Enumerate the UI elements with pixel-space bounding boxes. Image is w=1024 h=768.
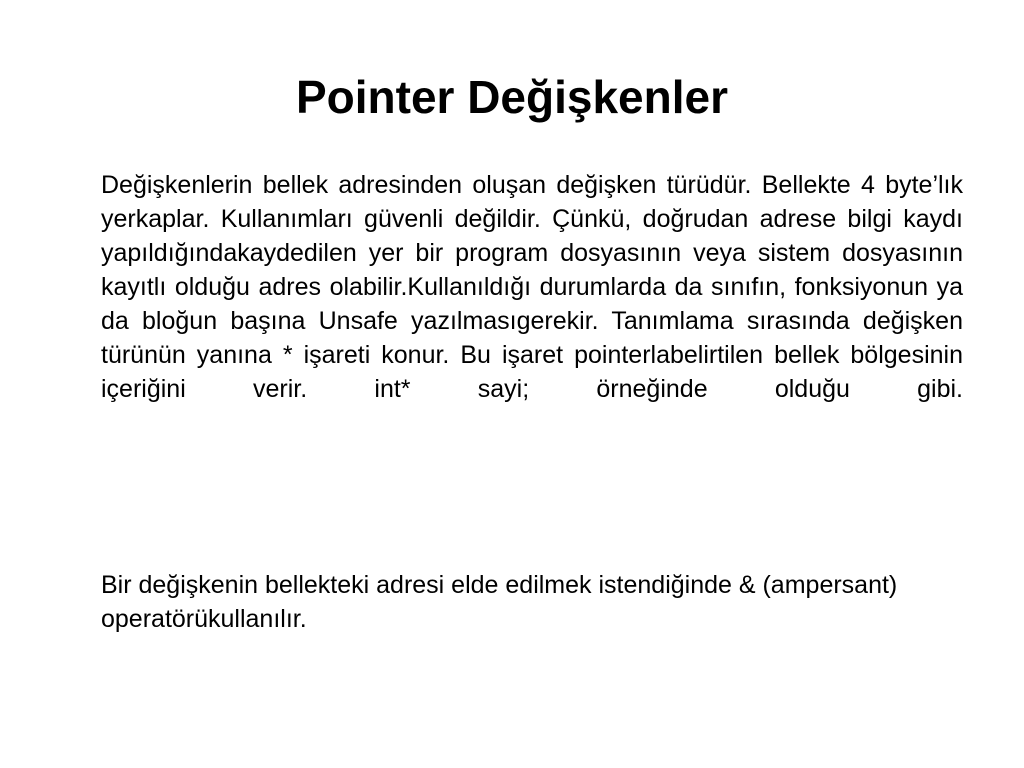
body-paragraph-address-operator: Bir değişkenin bellekteki adresi elde edilmek istendiğinde & (ampersant) operatörükullanılır. [101, 571, 898, 633]
body-paragraph-pointer-definition: Değişkenlerin bellek adresinden oluşan değişken türüdür. Bellekte 4 byte’lık yerkaplar. Kullanımları güvenli değildir. Çünkü, doğrudan adrese bilgi kaydı yapıldığındakaydedilen yer bir program dosyasının veya sistem dosyasının kayıtlı olduğu adres olabilir.Kullanıldığı durumlarda da sınıfın, fonksiyonun ya da bloğun başına Unsafe yazılmasıgerekir. Tanımlama sırasında değişken türünün yanına * işareti konur. Bu işaret pointerlabelirtilen bellek bölgesinin içeriğini verir. int* sayi; örneğinde olduğu gibi. [101, 171, 963, 403]
slide-body [101, 168, 963, 633]
slide-title: Pointer Değişkenler [295, 71, 729, 123]
